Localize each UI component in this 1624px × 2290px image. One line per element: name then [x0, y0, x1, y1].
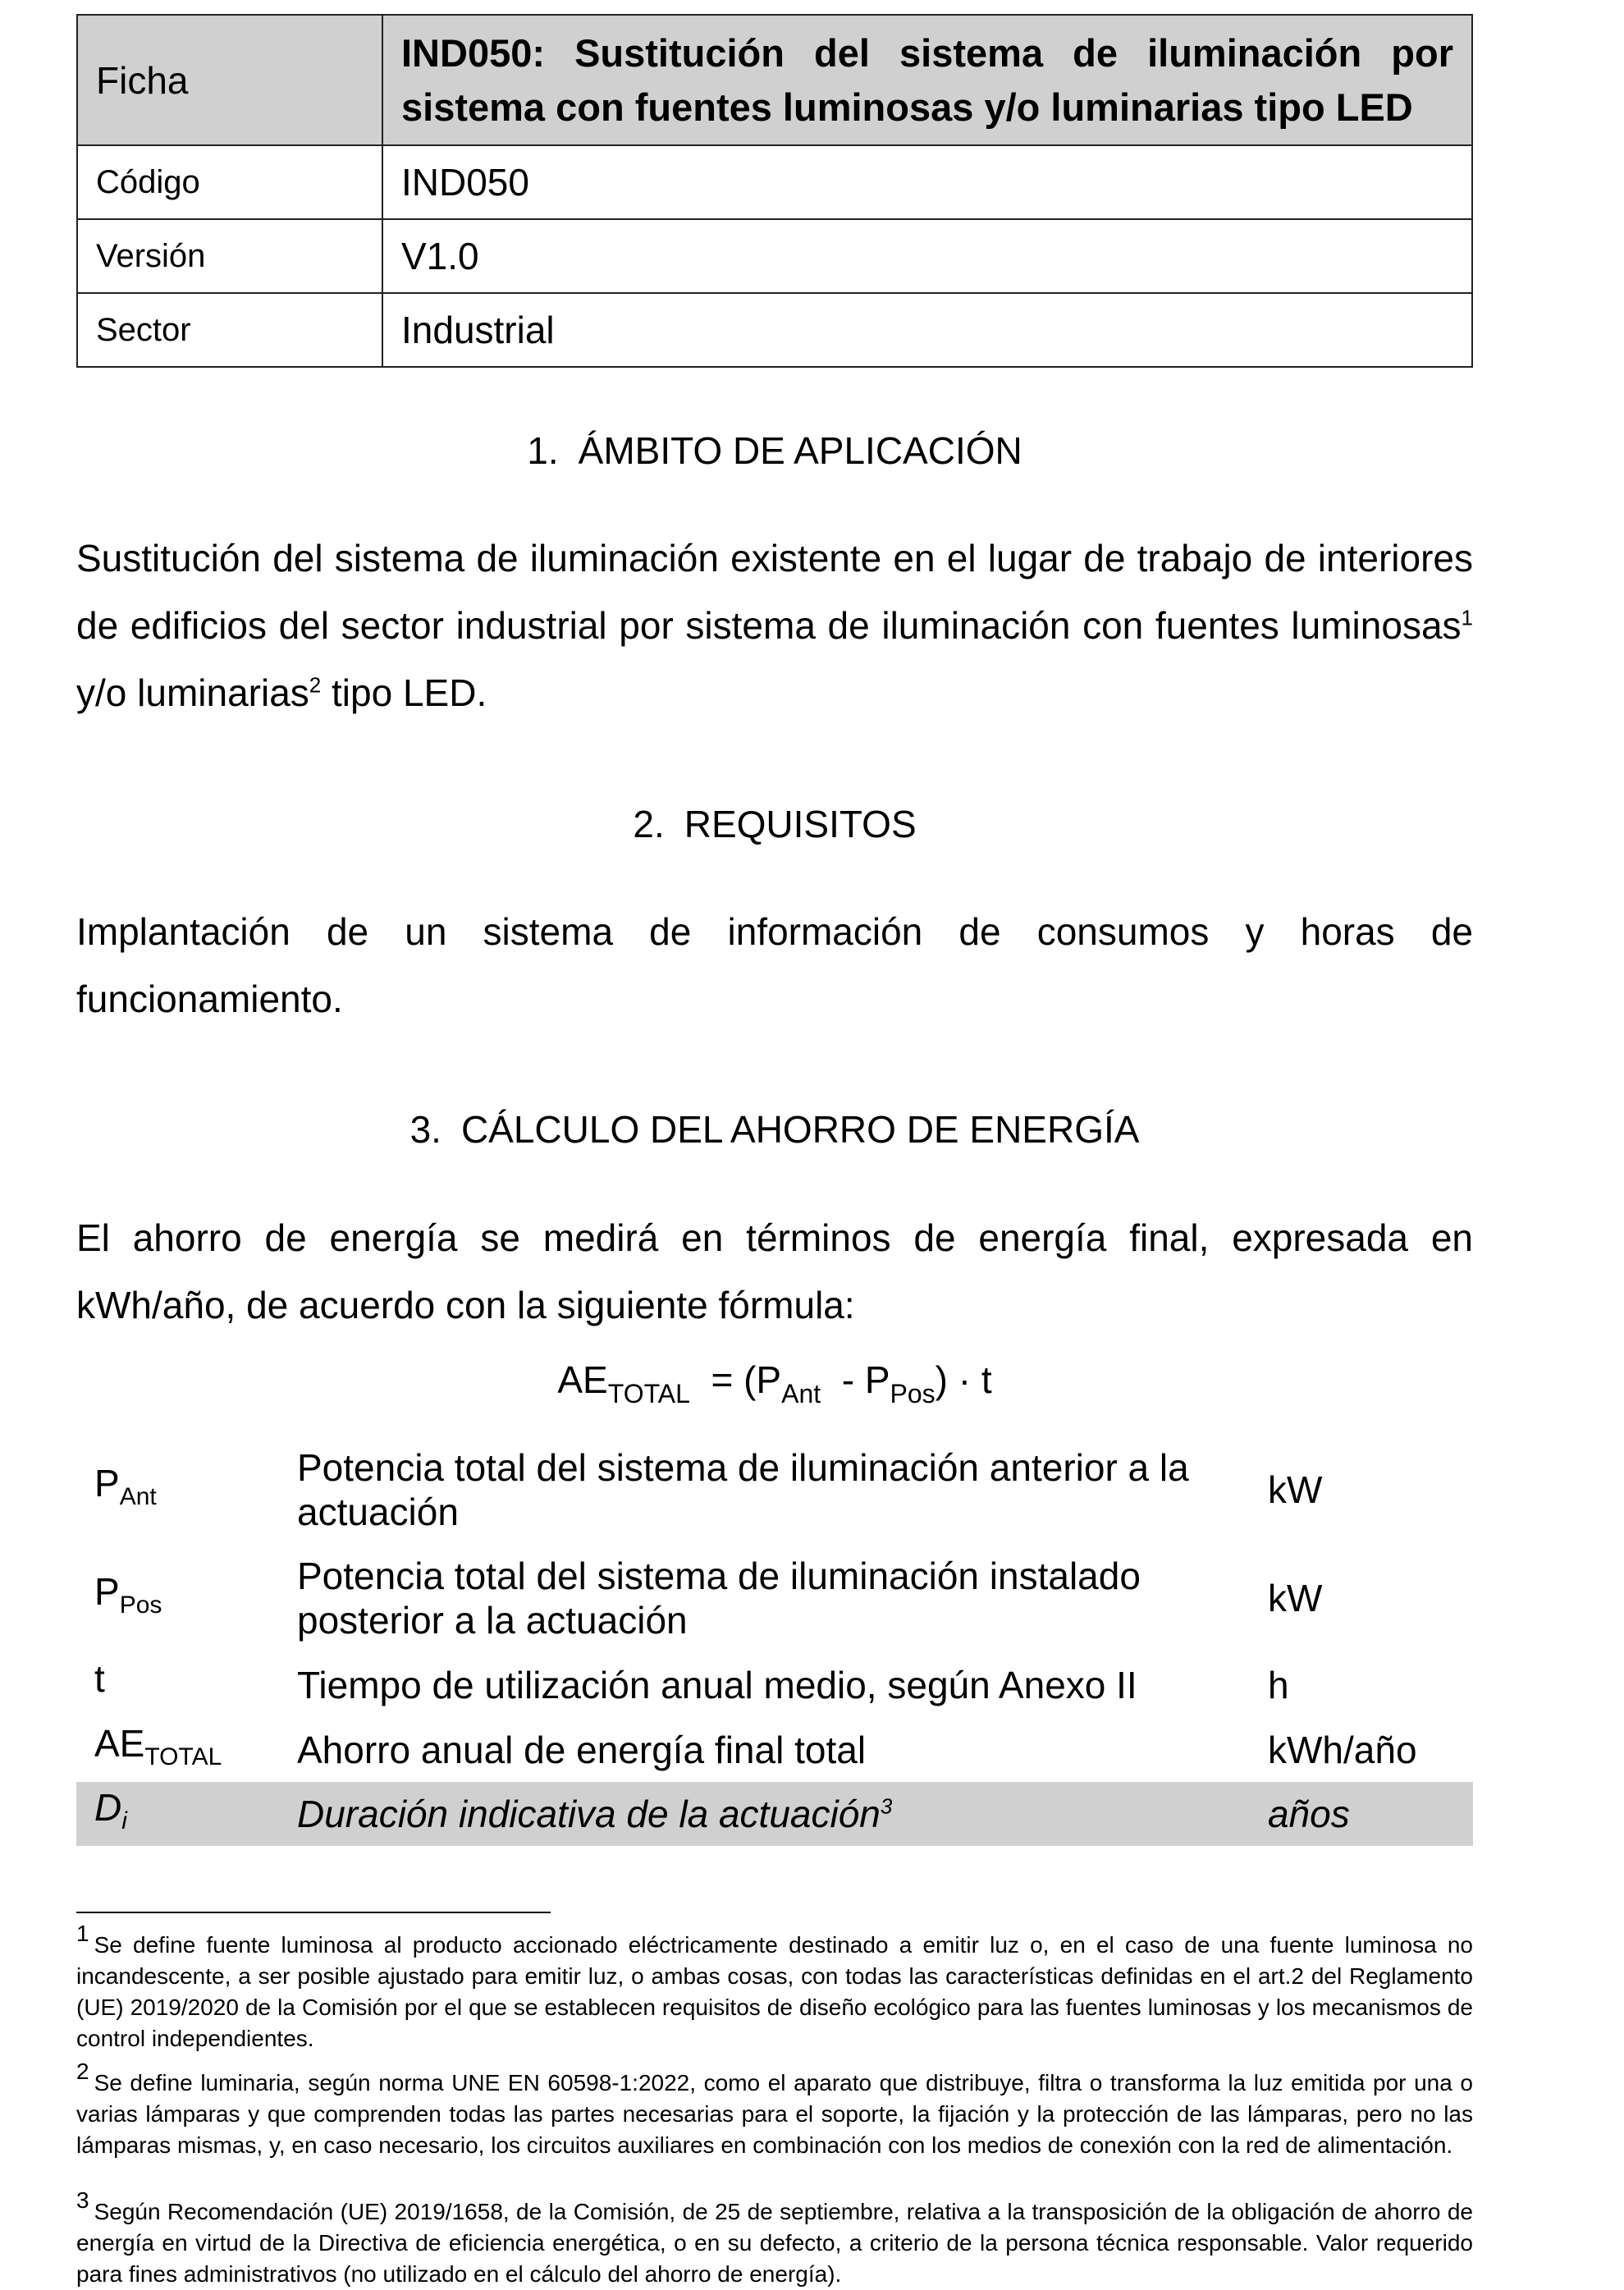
footnote-ref-3[interactable]: 3 — [880, 1793, 893, 1819]
section-number: 2. — [633, 803, 665, 845]
variable-symbol: t — [94, 1656, 105, 1700]
variable-symbol: $P_{Ant}$ — [94, 1461, 157, 1510]
formula-symbol: - P — [841, 1358, 890, 1401]
footnote-ref-1[interactable]: 1 — [1461, 605, 1473, 630]
variable-row — [76, 1436, 1473, 1544]
variable-row — [76, 1652, 1473, 1718]
footnote-2 — [76, 2056, 1473, 2161]
paragraph-text: tipo LED. — [321, 671, 487, 714]
variable-unit: años — [1250, 1782, 1473, 1846]
section-title: CÁLCULO DEL AHORRO DE ENERGÍA — [460, 1108, 1140, 1151]
footnote-3 — [76, 2185, 1473, 2290]
ficha-row-title — [77, 15, 1472, 145]
ficha-row-codigo — [77, 145, 1472, 219]
variable-unit: kW — [1268, 1577, 1323, 1619]
section2-paragraph: Implantación de un sistema de información de consumos y horas de funcionamiento. — [76, 910, 1473, 1020]
footnote-divider — [76, 1912, 551, 1913]
formula-symbol: = (P — [711, 1358, 782, 1401]
variable-symbol: $P_{Pos}$ — [94, 1569, 162, 1619]
ficha-table — [76, 14, 1473, 368]
document-page — [76, 14, 1473, 2287]
section-title: REQUISITOS — [684, 803, 917, 845]
paragraph-text: Sustitución del sistema de iluminación existente en el lugar de trabajo de interiores de edificios del sector industrial por sistema de iluminación con fuentes luminosas — [76, 537, 1473, 647]
footnote-mark: 1 — [76, 1921, 89, 1946]
ficha-value: V1.0 — [382, 219, 1472, 293]
variable-description: Potencia total del sistema de iluminación anterior a la actuación — [297, 1446, 1189, 1533]
ficha-key: Ficha — [77, 15, 382, 145]
variable-row — [76, 1544, 1473, 1652]
variable-row — [76, 1718, 1473, 1782]
variable-row-highlight — [76, 1782, 1473, 1846]
footnote-ref-2[interactable]: 2 — [309, 672, 322, 698]
ficha-row-sector — [77, 293, 1472, 367]
section-heading-3 — [76, 1107, 1473, 1152]
section-number: 3. — [409, 1108, 441, 1151]
variable-description: Tiempo de utilización anual medio, según Anexo II — [297, 1664, 1137, 1706]
footnote-text: Se define fuente luminosa al producto accionado eléctricamente destinado a emitir luz o, en el caso de una fuente luminosa no incandescente, a ser posible ajustado para emitir luz, o ambas cosas, con todas las características definidas en el art.2 del Reglamento (UE) 2019/2020 de la Comisión por el que se establecen requisitos de diseño ecológico para las fuentes luminosas y los mecanismos de control independientes. — [76, 1932, 1473, 2051]
variable-symbol: $AE_{TOTAL}$ — [94, 1721, 222, 1770]
ficha-key: Versión — [77, 219, 382, 293]
ficha-value: IND050 — [382, 145, 1472, 219]
section3-paragraph: El ahorro de energía se medirá en términos de energía final, expresada en kWh/año, de acuerdo con la siguiente fórmula: — [76, 1216, 1473, 1326]
section1-paragraph — [76, 524, 1473, 726]
footnote-text: Según Recomendación (UE) 2019/1658, de la Comisión, de 25 de septiembre, relativa a la transposición de la obligación de ahorro de energía en virtud de la Directiva de eficiencia energética, o en su defecto, a criterio de la persona técnica responsable. Valor requerido para fines administrativos (no utilizado en el cálculo del ahorro de energía). — [76, 2199, 1473, 2287]
ficha-row-version — [77, 219, 1472, 293]
formula-subscript: Ant — [781, 1379, 821, 1408]
formula-subscript: TOTAL — [607, 1379, 690, 1408]
variable-description: Potencia total del sistema de iluminación instalado posterior a la actuación — [297, 1555, 1141, 1642]
variable-description: Ahorro anual de energía final total — [297, 1729, 867, 1771]
paragraph-text: y/o luminarias — [76, 671, 309, 714]
section-title: ÁMBITO DE APLICACIÓN — [578, 429, 1022, 472]
formula-symbol: ) · t — [935, 1358, 992, 1401]
footnote-text: Se define luminaria, según norma UNE EN 60598-1:2022, como el aparato que distribuye, filtra o transforma la luz emitida por una o varias lámparas y que comprenden todas las partes necesarias para el soporte, la fijación y la protección de las lámparas, pero no las lámparas mismas, y, en caso necesario, los circuitos auxiliares en combinación con los medios de conexión con la red de alimentación. — [76, 2070, 1473, 2158]
formula-symbol: AE — [557, 1358, 608, 1401]
ficha-title: IND050: Sustitución del sistema de iluminación por sistema con fuentes luminosas y/o luminarias tipo LED — [382, 15, 1472, 145]
footnote-mark: 3 — [76, 2187, 89, 2213]
footnote-1 — [76, 1918, 1473, 2054]
formula-subscript: Pos — [890, 1379, 936, 1408]
section-heading-1 — [76, 428, 1473, 473]
variable-unit: kWh/año — [1268, 1729, 1417, 1771]
variables-table — [76, 1436, 1473, 1846]
ficha-key: Código — [77, 145, 382, 219]
variable-unit: kW — [1268, 1468, 1323, 1511]
energy-formula — [76, 1358, 1473, 1409]
variable-unit: h — [1268, 1664, 1289, 1706]
section-heading-2 — [76, 802, 1473, 846]
variable-symbol: $D_i$ — [76, 1782, 279, 1846]
ficha-key: Sector — [77, 293, 382, 367]
section-number: 1. — [527, 429, 559, 472]
ficha-value: Industrial — [382, 293, 1472, 367]
footnote-mark: 2 — [76, 2059, 89, 2084]
variable-description: Duración indicativa de la actuación$^3$ — [279, 1782, 1250, 1846]
